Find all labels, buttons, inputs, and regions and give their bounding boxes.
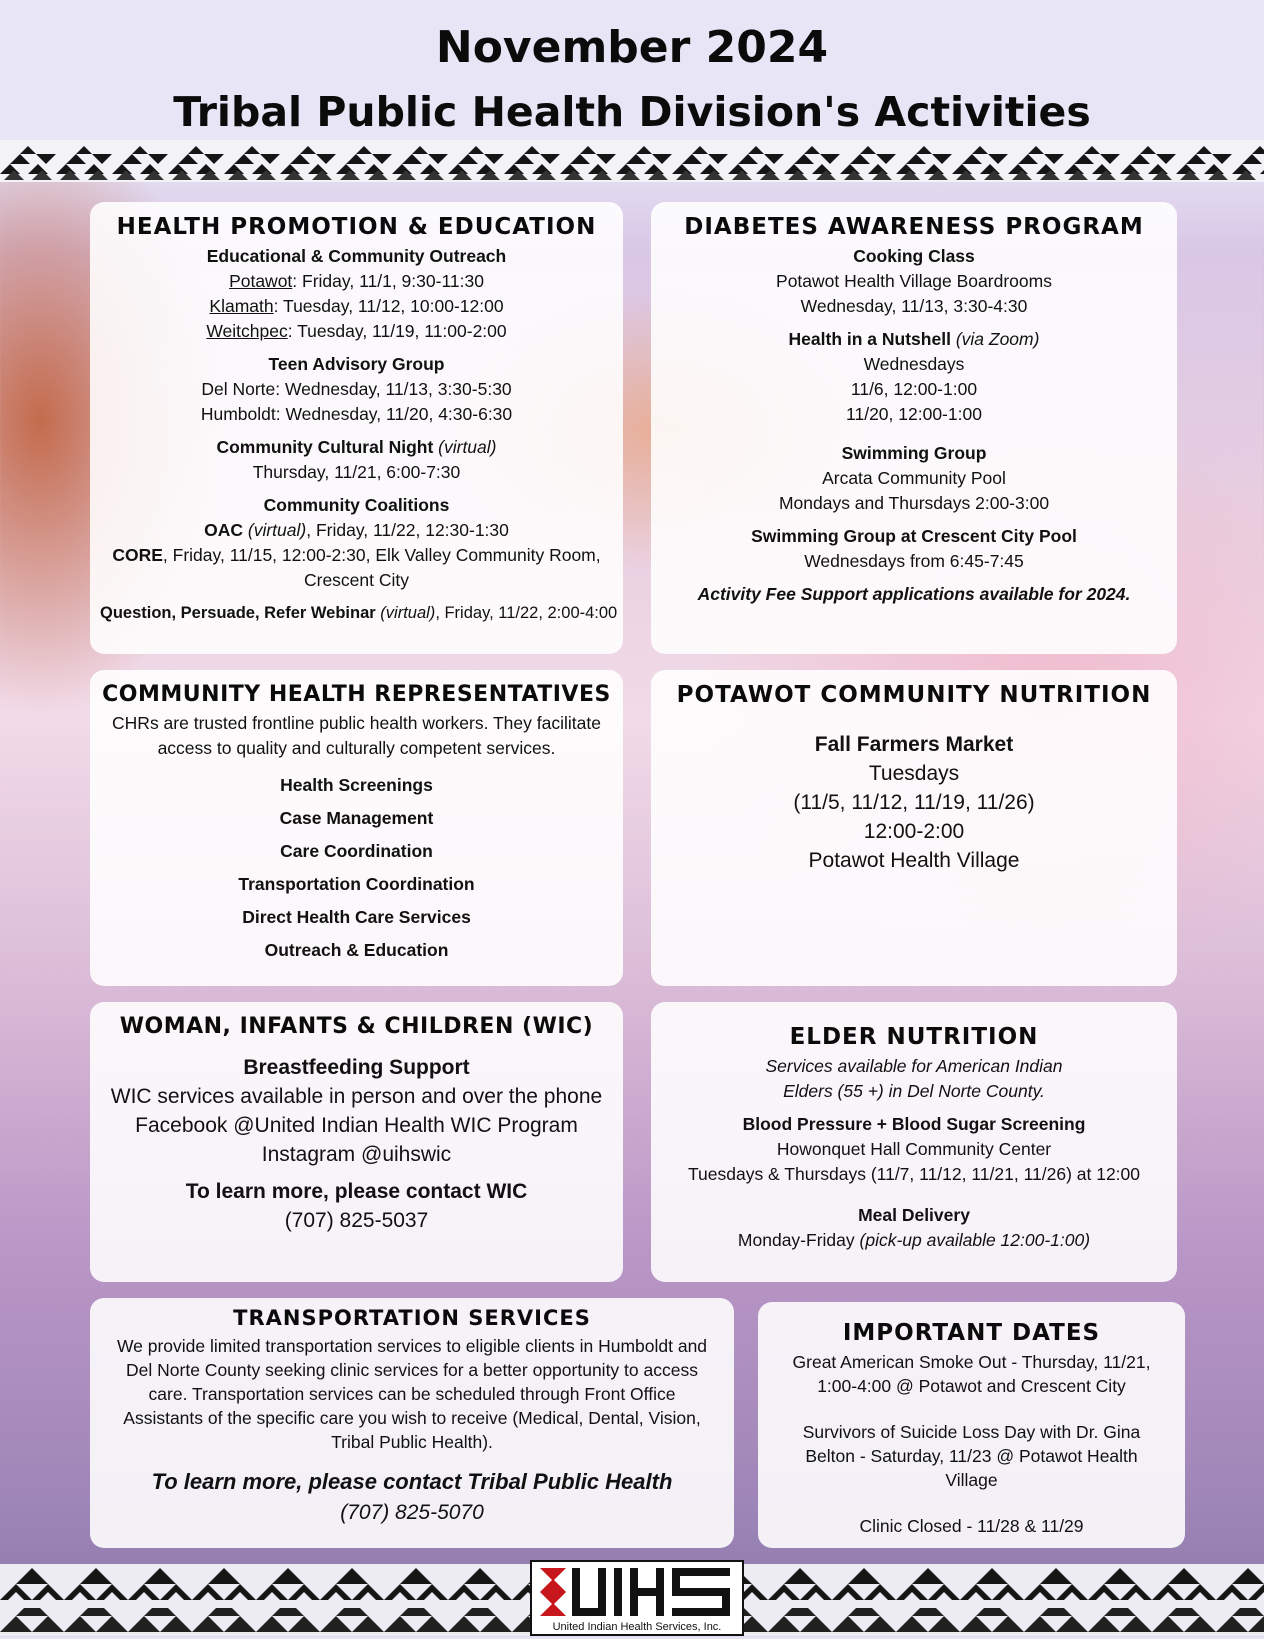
outreach-place: Klamath — [209, 296, 274, 316]
nutshell-line: 11/6, 12:00-1:00 — [850, 379, 978, 399]
wic-line: WIC services available in person and over the phone — [110, 1085, 603, 1108]
dates-line: Great American Smoke Out - Thursday, 11/21, — [792, 1352, 1151, 1372]
chr-item: Health Screenings — [280, 775, 433, 795]
transport-line: Tribal Public Health). — [331, 1432, 493, 1452]
chr-intro: CHRs are trusted frontline public health workers. They facilitate — [112, 713, 601, 733]
fee-note: Activity Fee Support applications available for 2024. — [697, 584, 1131, 604]
swim-line: Mondays and Thursdays 2:00-3:00 — [778, 493, 1050, 513]
nutshell-line: 11/20, 12:00-1:00 — [846, 404, 982, 424]
elder-intro: Elders (55 +) in Del Norte County. — [783, 1081, 1045, 1101]
chr-item: Care Coordination — [280, 841, 433, 861]
decorative-pattern-band-top — [0, 140, 1264, 182]
nutshell-line: Wednesdays — [863, 354, 965, 374]
diabetes-card — [651, 202, 1177, 654]
breastfeeding-title: Breastfeeding Support — [243, 1056, 470, 1079]
transport-card — [90, 1298, 734, 1548]
core-line — [100, 543, 613, 568]
transport-phone: (707) 825-5070 — [340, 1501, 484, 1524]
outreach-line — [100, 269, 613, 294]
transport-line: We provide limited transportation services to eligible clients in Humboldt and — [116, 1336, 708, 1356]
health-promotion-title: HEALTH PROMOTION & EDUCATION — [116, 214, 597, 240]
outreach-line — [100, 294, 613, 319]
dates-title: IMPORTANT DATES — [842, 1320, 1101, 1346]
nutshell-heading — [661, 327, 1167, 352]
logo-caption: United Indian Health Services, Inc. — [552, 1621, 722, 1633]
outreach-line — [100, 319, 613, 344]
dates-line: Survivors of Suicide Loss Day with Dr. Gina — [802, 1422, 1141, 1442]
outreach-place: Weitchpec — [206, 321, 288, 341]
chr-item: Direct Health Care Services — [242, 907, 471, 927]
elder-title: ELDER NUTRITION — [789, 1024, 1039, 1050]
oac-label: OAC — [204, 520, 243, 540]
swim-line: Arcata Community Pool — [822, 468, 1006, 488]
qpr-note: (virtual) — [380, 604, 436, 622]
market-title: Fall Farmers Market — [814, 733, 1014, 756]
transport-contact: To learn more, please contact Tribal Public Health — [151, 1469, 673, 1494]
swim-title: Swimming Group — [841, 443, 987, 463]
wic-line: Facebook @United Indian Health WIC Program — [135, 1114, 578, 1137]
nutshell-note: (via Zoom) — [955, 329, 1040, 349]
health-promotion-card — [90, 202, 623, 654]
oac-line — [100, 518, 613, 543]
page-subtitle: Tribal Public Health Division's Activities — [173, 88, 1091, 136]
cultural-night-heading — [100, 435, 613, 460]
wic-card — [90, 1002, 623, 1282]
wic-contact-title: To learn more, please contact WIC — [185, 1180, 528, 1203]
qpr-detail: , Friday, 11/22, 2:00-4:00 — [435, 604, 618, 622]
cooking-line: Wednesday, 11/13, 3:30-4:30 — [800, 296, 1028, 316]
wic-title: WOMAN, INFANTS & CHILDREN (WIC) — [119, 1014, 594, 1039]
cultural-line: Thursday, 11/21, 6:00-7:30 — [252, 462, 461, 482]
market-line: (11/5, 11/12, 11/19, 11/26) — [793, 791, 1035, 814]
oac-detail: , Friday, 11/22, 12:30-1:30 — [306, 520, 509, 540]
uihs-logo — [530, 1560, 744, 1636]
page-title: November 2024 — [435, 22, 829, 73]
qpr-line — [100, 601, 618, 626]
elder-card — [651, 1002, 1177, 1282]
chr-intro: access to quality and culturally competent services. — [157, 738, 556, 758]
market-line: Potawot Health Village — [808, 849, 1020, 872]
bp-line: Howonquet Hall Community Center — [776, 1139, 1052, 1159]
swim2-line: Wednesdays from 6:45-7:45 — [804, 551, 1024, 571]
chr-title: COMMUNITY HEALTH REPRESENTATIVES — [102, 682, 611, 707]
cultural-note: (virtual) — [438, 437, 497, 457]
core-detail: , Friday, 11/15, 12:00-2:30, Elk Valley Community Room, — [162, 545, 601, 565]
cooking-line: Potawot Health Village Boardrooms — [776, 271, 1052, 291]
bp-title: Blood Pressure + Blood Sugar Screening — [742, 1114, 1086, 1134]
dates-line: Village — [945, 1470, 998, 1490]
transport-line: care. Transportation services can be scheduled through Front Office — [148, 1384, 676, 1404]
chr-item: Outreach & Education — [264, 940, 449, 960]
cooking-title: Cooking Class — [853, 246, 975, 266]
core-label: CORE — [112, 545, 163, 565]
meal-title: Meal Delivery — [858, 1205, 970, 1225]
outreach-detail: : Tuesday, 11/12, 10:00-12:00 — [273, 296, 504, 316]
teen-title: Teen Advisory Group — [268, 354, 445, 374]
meal-days: Monday-Friday — [737, 1230, 855, 1250]
chr-item: Case Management — [279, 808, 434, 828]
transport-line: Del Norte County seeking clinic services for a better opportunity to access — [126, 1360, 698, 1380]
outreach-detail: : Tuesday, 11/19, 11:00-2:00 — [287, 321, 507, 341]
meal-note: (pick-up available 12:00-1:00) — [859, 1230, 1091, 1250]
outreach-title: Educational & Community Outreach — [206, 246, 507, 266]
outreach-place: Potawot — [229, 271, 293, 291]
wic-phone: (707) 825-5037 — [284, 1209, 429, 1232]
transport-title: TRANSPORTATION SERVICES — [233, 1306, 591, 1330]
core-line-2: Crescent City — [303, 570, 410, 590]
transport-line: Assistants of the specific care you wish to receive (Medical, Dental, Vision, — [123, 1408, 701, 1428]
qpr-label: Question, Persuade, Refer Webinar — [100, 604, 376, 622]
market-line: Tuesdays — [868, 762, 960, 785]
oac-note: (virtual) — [247, 520, 307, 540]
teen-line: Del Norte: Wednesday, 11/13, 3:30-5:30 — [201, 379, 512, 399]
swim2-title: Swimming Group at Crescent City Pool — [751, 526, 1077, 546]
chr-item: Transportation Coordination — [238, 874, 475, 894]
wic-line: Instagram @uihswic — [261, 1143, 452, 1166]
meal-line — [661, 1228, 1167, 1253]
coalitions-title: Community Coalitions — [263, 495, 450, 515]
cultural-title: Community Cultural Night — [216, 437, 434, 457]
uihs-logo-graphic — [532, 1562, 742, 1634]
elder-intro: Services available for American Indian — [765, 1056, 1063, 1076]
nutrition-title: POTAWOT COMMUNITY NUTRITION — [676, 682, 1152, 708]
dates-line: Clinic Closed - 11/28 & 11/29 — [859, 1516, 1084, 1536]
bp-line: Tuesdays & Thursdays (11/7, 11/12, 11/21, 11/26) at 12:00 — [687, 1164, 1141, 1184]
diabetes-title: DIABETES AWARENESS PROGRAM — [684, 214, 1144, 240]
chr-card — [90, 670, 623, 986]
dates-line: 1:00-4:00 @ Potawot and Crescent City — [817, 1376, 1126, 1396]
nutrition-card — [651, 670, 1177, 986]
teen-line: Humboldt: Wednesday, 11/20, 4:30-6:30 — [200, 404, 513, 424]
nutshell-title: Health in a Nutshell — [788, 329, 951, 349]
outreach-detail: : Friday, 11/1, 9:30-11:30 — [292, 271, 484, 291]
dates-card — [758, 1302, 1185, 1548]
dates-line: Belton - Saturday, 11/23 @ Potawot Health — [805, 1446, 1138, 1466]
market-line: 12:00-2:00 — [863, 820, 965, 843]
